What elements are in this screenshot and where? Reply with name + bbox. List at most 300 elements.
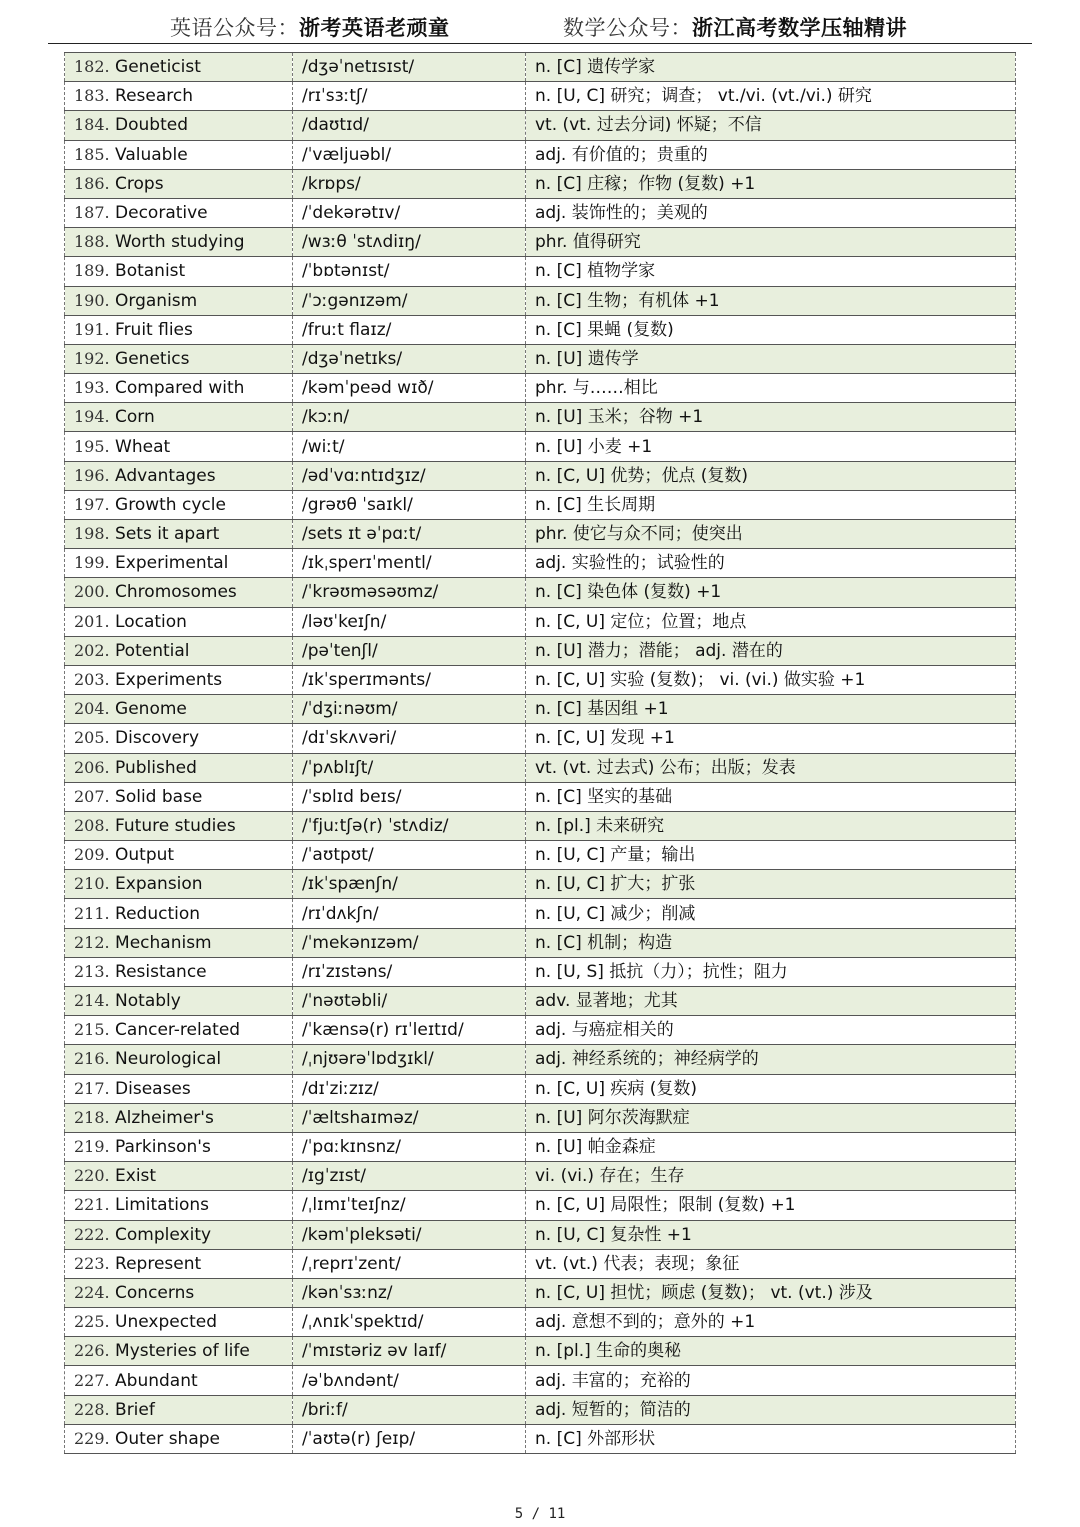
entry-number: 203. <box>74 670 110 690</box>
phonetic-cell: /ɪkˈspænʃn/ <box>293 870 526 899</box>
entry-word: Mysteries of life <box>115 1341 250 1362</box>
meaning-cell: adj. 短暂的；简洁的 <box>526 1395 1016 1424</box>
entry-word: Corn <box>115 407 155 428</box>
entry-number: 205. <box>74 728 110 748</box>
meaning-cell: n. [U, C] 扩大；扩张 <box>526 870 1016 899</box>
entry-number: 186. <box>74 173 110 193</box>
word-cell <box>65 1103 293 1132</box>
meaning-cell: n. [U, C] 研究；调查； vt./vi. (vt./vi.) 研究 <box>526 82 1016 111</box>
word-cell <box>65 928 293 957</box>
phonetic-cell: /ˈnəʊtəbli/ <box>293 987 526 1016</box>
phonetic-cell: /ɪkˈsperɪmənts/ <box>293 665 526 694</box>
table-row <box>65 1103 1016 1132</box>
entry-number: 221. <box>74 1195 110 1215</box>
page-total: 11 <box>548 1506 566 1522</box>
table-row <box>65 899 1016 928</box>
entry-word: Advantages <box>115 465 216 486</box>
entry-number: 224. <box>74 1282 110 1302</box>
entry-word: Worth studying <box>115 232 245 253</box>
phonetic-cell: /ˈmɪstəriz əv laɪf/ <box>293 1337 526 1366</box>
word-cell <box>65 1366 293 1395</box>
meaning-cell: adj. 有价值的；贵重的 <box>526 140 1016 169</box>
table-row <box>65 53 1016 82</box>
entry-number: 220. <box>74 1166 110 1186</box>
entry-word: Fruit flies <box>115 319 193 340</box>
entry-word: Genome <box>115 699 187 720</box>
meaning-cell: n. [C] 植物学家 <box>526 257 1016 286</box>
table-row <box>65 695 1016 724</box>
entry-number: 199. <box>74 553 110 573</box>
entry-number: 209. <box>74 845 110 865</box>
entry-number: 202. <box>74 640 110 660</box>
word-cell <box>65 811 293 840</box>
table-row <box>65 520 1016 549</box>
entry-word: Unexpected <box>115 1312 217 1333</box>
word-cell <box>65 1308 293 1337</box>
word-cell <box>65 724 293 753</box>
meaning-cell: n. [pl.] 生命的奥秘 <box>526 1337 1016 1366</box>
table-row <box>65 169 1016 198</box>
meaning-cell: n. [U, S] 抵抗（力）；抗性；阻力 <box>526 957 1016 986</box>
word-cell <box>65 432 293 461</box>
phonetic-cell: /ləʊˈkeɪʃn/ <box>293 607 526 636</box>
word-cell <box>65 636 293 665</box>
meaning-cell: phr. 使它与众不同；使突出 <box>526 520 1016 549</box>
word-cell <box>65 1424 293 1453</box>
entry-word: Wheat <box>115 436 171 457</box>
table-row <box>65 987 1016 1016</box>
table-row <box>65 928 1016 957</box>
phonetic-cell: /ədˈvɑːntɪdʒɪz/ <box>293 461 526 490</box>
entry-number: 218. <box>74 1107 110 1127</box>
word-cell <box>65 957 293 986</box>
meaning-cell: n. [C, U] 发现 +1 <box>526 724 1016 753</box>
entry-word: Crops <box>115 173 164 194</box>
entry-word: Geneticist <box>115 57 201 78</box>
entry-word: Reduction <box>115 903 201 924</box>
entry-number: 190. <box>74 290 110 310</box>
entry-number: 185. <box>74 144 110 164</box>
meaning-cell: vi. (vi.) 存在；生存 <box>526 1162 1016 1191</box>
table-row <box>65 1220 1016 1249</box>
phonetic-cell: /rɪˈzɪstəns/ <box>293 957 526 986</box>
table-row <box>65 228 1016 257</box>
phonetic-cell: /ˌnjʊərəˈlɒdʒɪkl/ <box>293 1045 526 1074</box>
phonetic-cell: /ɪgˈzɪst/ <box>293 1162 526 1191</box>
entry-number: 225. <box>74 1312 110 1332</box>
phonetic-cell: /kɔːn/ <box>293 403 526 432</box>
page-footer <box>0 1506 1080 1522</box>
table-row <box>65 870 1016 899</box>
entry-word: Concerns <box>115 1282 195 1303</box>
page-separator: / <box>531 1506 540 1522</box>
entry-word: Abundant <box>115 1370 198 1391</box>
meaning-cell: n. [C] 庄稼；作物 (复数) +1 <box>526 169 1016 198</box>
table-row <box>65 111 1016 140</box>
entry-number: 183. <box>74 86 110 106</box>
word-cell <box>65 403 293 432</box>
entry-number: 196. <box>74 465 110 485</box>
table-row <box>65 1045 1016 1074</box>
phonetic-cell: /krɒps/ <box>293 169 526 198</box>
entry-word: Location <box>115 611 187 632</box>
entry-word: Cancer-related <box>115 1020 241 1041</box>
entry-word: Complexity <box>115 1224 212 1245</box>
entry-word: Mechanism <box>115 932 212 953</box>
table-row <box>65 286 1016 315</box>
word-cell <box>65 841 293 870</box>
entry-word: Genetics <box>115 348 190 369</box>
meaning-cell: n. [C] 机制；构造 <box>526 928 1016 957</box>
word-cell <box>65 870 293 899</box>
table-row <box>65 403 1016 432</box>
phonetic-cell: /pəˈtenʃl/ <box>293 636 526 665</box>
meaning-cell: n. [C] 生长周期 <box>526 490 1016 519</box>
entry-word: Represent <box>115 1253 202 1274</box>
word-cell <box>65 461 293 490</box>
phonetic-cell: /kənˈsɜːnz/ <box>293 1278 526 1307</box>
entry-word: Botanist <box>115 261 186 282</box>
word-cell <box>65 1045 293 1074</box>
meaning-cell: n. [U] 潜力；潜能； adj. 潜在的 <box>526 636 1016 665</box>
word-cell <box>65 140 293 169</box>
entry-number: 222. <box>74 1224 110 1244</box>
meaning-cell: n. [U] 小麦 +1 <box>526 432 1016 461</box>
phonetic-cell: /daʊtɪd/ <box>293 111 526 140</box>
word-cell <box>65 695 293 724</box>
word-cell <box>65 374 293 403</box>
entry-number: 213. <box>74 961 110 981</box>
entry-number: 191. <box>74 319 110 339</box>
meaning-cell: adj. 神经系统的；神经病学的 <box>526 1045 1016 1074</box>
phonetic-cell: /ˈkrəʊməsəʊmz/ <box>293 578 526 607</box>
math-account-label: 数学公众号： <box>563 16 692 40</box>
phonetic-cell: /dʒəˈnetɪsɪst/ <box>293 53 526 82</box>
table-row <box>65 315 1016 344</box>
phonetic-cell: /wɜːθ ˈstʌdiɪŋ/ <box>293 228 526 257</box>
table-row <box>65 1366 1016 1395</box>
entry-number: 193. <box>74 378 110 398</box>
entry-number: 184. <box>74 115 110 135</box>
entry-word: Neurological <box>115 1049 222 1070</box>
meaning-cell: phr. 值得研究 <box>526 228 1016 257</box>
entry-number: 223. <box>74 1253 110 1273</box>
entry-number: 207. <box>74 786 110 806</box>
entry-word: Decorative <box>115 203 208 224</box>
table-row <box>65 1191 1016 1220</box>
math-account-name: 浙江高考数学压轴精讲 <box>692 16 907 40</box>
entry-number: 198. <box>74 524 110 544</box>
table-row <box>65 198 1016 227</box>
entry-number: 215. <box>74 1020 110 1040</box>
page-number: 5 <box>514 1506 524 1522</box>
word-cell <box>65 607 293 636</box>
entry-word: Expansion <box>115 874 203 895</box>
meaning-cell: n. [U, C] 减少；削减 <box>526 899 1016 928</box>
table-row <box>65 1249 1016 1278</box>
phonetic-cell: /ˈaʊtpʊt/ <box>293 841 526 870</box>
phonetic-cell: /ˈpɑːkɪnsnz/ <box>293 1132 526 1161</box>
word-cell <box>65 665 293 694</box>
table-row <box>65 841 1016 870</box>
entry-number: 204. <box>74 699 110 719</box>
vocabulary-table <box>64 52 1016 1454</box>
meaning-cell: n. [C, U] 疾病 (复数) <box>526 1074 1016 1103</box>
english-account <box>170 12 450 42</box>
table-row <box>65 753 1016 782</box>
entry-number: 182. <box>74 57 110 77</box>
entry-number: 214. <box>74 991 110 1011</box>
word-cell <box>65 111 293 140</box>
entry-number: 189. <box>74 261 110 281</box>
entry-number: 210. <box>74 874 110 894</box>
word-cell <box>65 1191 293 1220</box>
meaning-cell: n. [C] 遗传学家 <box>526 53 1016 82</box>
table-row <box>65 549 1016 578</box>
meaning-cell: adj. 实验性的；试验性的 <box>526 549 1016 578</box>
entry-word: Experiments <box>115 670 223 691</box>
phonetic-cell: /ˈfjuːtʃə(r) ˈstʌdiz/ <box>293 811 526 840</box>
phonetic-cell: /rɪˈdʌkʃn/ <box>293 899 526 928</box>
entry-word: Valuable <box>115 144 188 165</box>
entry-word: Resistance <box>115 961 207 982</box>
word-cell <box>65 782 293 811</box>
meaning-cell: n. [C, U] 担忧；顾虑 (复数)； vt. (vt.) 涉及 <box>526 1278 1016 1307</box>
phonetic-cell: /ˈdekərətɪv/ <box>293 198 526 227</box>
table-row <box>65 957 1016 986</box>
table-row <box>65 1074 1016 1103</box>
phonetic-cell: /ɪkˌsperɪˈmentl/ <box>293 549 526 578</box>
word-cell <box>65 1220 293 1249</box>
entry-number: 201. <box>74 611 110 631</box>
header-divider <box>48 43 1032 44</box>
meaning-cell: vt. (vt. 过去式) 公布；出版；发表 <box>526 753 1016 782</box>
table-row <box>65 636 1016 665</box>
meaning-cell: n. [U] 阿尔茨海默症 <box>526 1103 1016 1132</box>
table-row <box>65 257 1016 286</box>
meaning-cell: n. [U] 遗传学 <box>526 344 1016 373</box>
entry-word: Organism <box>115 290 198 311</box>
meaning-cell: vt. (vt. 过去分词) 怀疑；不信 <box>526 111 1016 140</box>
entry-word: Future studies <box>115 815 236 836</box>
entry-word: Exist <box>115 1166 157 1187</box>
phonetic-cell: /kəmˈpleksəti/ <box>293 1220 526 1249</box>
entry-word: Compared with <box>115 378 245 399</box>
word-cell <box>65 1016 293 1045</box>
word-cell <box>65 1395 293 1424</box>
phonetic-cell: /ˈdʒiːnəʊm/ <box>293 695 526 724</box>
word-cell <box>65 82 293 111</box>
entry-number: 192. <box>74 348 110 368</box>
entry-word: Experimental <box>115 553 229 574</box>
entry-number: 217. <box>74 1078 110 1098</box>
word-cell <box>65 1278 293 1307</box>
meaning-cell: n. [C, U] 局限性；限制 (复数) +1 <box>526 1191 1016 1220</box>
phonetic-cell: /ˈkænsə(r) rɪˈleɪtɪd/ <box>293 1016 526 1045</box>
entry-number: 228. <box>74 1399 110 1419</box>
meaning-cell: n. [U, C] 复杂性 +1 <box>526 1220 1016 1249</box>
entry-word: Research <box>115 86 194 107</box>
table-row <box>65 1162 1016 1191</box>
entry-word: Discovery <box>115 728 200 749</box>
entry-word: Parkinson's <box>115 1137 211 1158</box>
meaning-cell: n. [C, U] 优势；优点 (复数) <box>526 461 1016 490</box>
phonetic-cell: /fruːt flaɪz/ <box>293 315 526 344</box>
word-cell <box>65 899 293 928</box>
entry-word: Solid base <box>115 786 203 807</box>
meaning-cell: n. [C] 基因组 +1 <box>526 695 1016 724</box>
phonetic-cell: /əˈbʌndənt/ <box>293 1366 526 1395</box>
entry-number: 219. <box>74 1137 110 1157</box>
word-cell <box>65 1074 293 1103</box>
entry-number: 227. <box>74 1370 110 1390</box>
phonetic-cell: /dɪˈskʌvəri/ <box>293 724 526 753</box>
entry-word: Output <box>115 845 175 866</box>
entry-word: Outer shape <box>115 1428 221 1449</box>
entry-number: 187. <box>74 203 110 223</box>
page-header <box>0 0 1080 44</box>
meaning-cell: n. [C] 外部形状 <box>526 1424 1016 1453</box>
table-row <box>65 461 1016 490</box>
table-row <box>65 490 1016 519</box>
entry-word: Diseases <box>115 1078 191 1099</box>
entry-word: Published <box>115 757 197 778</box>
entry-number: 197. <box>74 494 110 514</box>
phonetic-cell: /kəmˈpeəd wɪð/ <box>293 374 526 403</box>
entry-word: Notably <box>115 991 181 1012</box>
word-cell <box>65 1337 293 1366</box>
entry-number: 206. <box>74 757 110 777</box>
table-row <box>65 432 1016 461</box>
word-cell <box>65 286 293 315</box>
phonetic-cell: /sets ɪt əˈpɑːt/ <box>293 520 526 549</box>
table-row <box>65 578 1016 607</box>
meaning-cell: n. [pl.] 未来研究 <box>526 811 1016 840</box>
entry-number: 216. <box>74 1049 110 1069</box>
meaning-cell: n. [U] 帕金森症 <box>526 1132 1016 1161</box>
table-row <box>65 665 1016 694</box>
table-row <box>65 1132 1016 1161</box>
table-row <box>65 1337 1016 1366</box>
word-cell <box>65 1249 293 1278</box>
meaning-cell: adj. 丰富的；充裕的 <box>526 1366 1016 1395</box>
word-cell <box>65 987 293 1016</box>
entry-number: 200. <box>74 582 110 602</box>
table-row <box>65 811 1016 840</box>
table-row <box>65 140 1016 169</box>
phonetic-cell: /rɪˈsɜːtʃ/ <box>293 82 526 111</box>
meaning-cell: adj. 与癌症相关的 <box>526 1016 1016 1045</box>
word-cell <box>65 169 293 198</box>
meaning-cell: adj. 装饰性的；美观的 <box>526 198 1016 227</box>
phonetic-cell: /ˌreprɪˈzent/ <box>293 1249 526 1278</box>
phonetic-cell: /ˈsɒlɪd beɪs/ <box>293 782 526 811</box>
word-cell <box>65 198 293 227</box>
word-cell <box>65 257 293 286</box>
word-cell <box>65 1132 293 1161</box>
phonetic-cell: /briːf/ <box>293 1395 526 1424</box>
word-cell <box>65 344 293 373</box>
entry-word: Brief <box>115 1399 155 1420</box>
word-cell <box>65 228 293 257</box>
meaning-cell: n. [U, C] 产量；输出 <box>526 841 1016 870</box>
entry-word: Alzheimer's <box>115 1107 214 1128</box>
word-cell <box>65 490 293 519</box>
entry-word: Chromosomes <box>115 582 237 603</box>
word-cell <box>65 315 293 344</box>
phonetic-cell: /ˈaʊtə(r) ʃeɪp/ <box>293 1424 526 1453</box>
meaning-cell: n. [C, U] 实验 (复数)； vi. (vi.) 做实验 +1 <box>526 665 1016 694</box>
table-row <box>65 1308 1016 1337</box>
entry-word: Growth cycle <box>115 494 226 515</box>
word-cell <box>65 753 293 782</box>
table-row <box>65 374 1016 403</box>
word-cell <box>65 53 293 82</box>
phonetic-cell: /grəʊθ ˈsaɪkl/ <box>293 490 526 519</box>
word-cell <box>65 1162 293 1191</box>
entry-number: 229. <box>74 1428 110 1448</box>
table-row <box>65 724 1016 753</box>
entry-number: 211. <box>74 903 110 923</box>
phonetic-cell: /ˈæltshaɪməz/ <box>293 1103 526 1132</box>
meaning-cell: n. [C] 坚实的基础 <box>526 782 1016 811</box>
word-cell <box>65 549 293 578</box>
word-cell <box>65 520 293 549</box>
table-row <box>65 82 1016 111</box>
vocabulary-table-body <box>65 53 1016 1454</box>
entry-number: 208. <box>74 815 110 835</box>
meaning-cell: phr. 与……相比 <box>526 374 1016 403</box>
entry-word: Limitations <box>115 1195 210 1216</box>
entry-number: 194. <box>74 407 110 427</box>
table-row <box>65 1424 1016 1453</box>
table-row <box>65 782 1016 811</box>
english-account-name: 浙考英语老顽童 <box>299 16 450 40</box>
table-row <box>65 607 1016 636</box>
math-account <box>563 12 907 42</box>
table-row <box>65 344 1016 373</box>
meaning-cell: n. [C] 生物；有机体 +1 <box>526 286 1016 315</box>
table-row <box>65 1395 1016 1424</box>
phonetic-cell: /ˈɔːgənɪzəm/ <box>293 286 526 315</box>
meaning-cell: adv. 显著地；尤其 <box>526 987 1016 1016</box>
table-row <box>65 1016 1016 1045</box>
word-cell <box>65 578 293 607</box>
meaning-cell: adj. 意想不到的；意外的 +1 <box>526 1308 1016 1337</box>
phonetic-cell: /dɪˈziːzɪz/ <box>293 1074 526 1103</box>
phonetic-cell: /dʒəˈnetɪks/ <box>293 344 526 373</box>
phonetic-cell: /ˈpʌblɪʃt/ <box>293 753 526 782</box>
meaning-cell: vt. (vt.) 代表；表现；象征 <box>526 1249 1016 1278</box>
entry-word: Doubted <box>115 115 189 136</box>
phonetic-cell: /ˈvæljuəbl/ <box>293 140 526 169</box>
meaning-cell: n. [U] 玉米；谷物 +1 <box>526 403 1016 432</box>
phonetic-cell: /ˈbɒtənɪst/ <box>293 257 526 286</box>
meaning-cell: n. [C] 果蝇 (复数) <box>526 315 1016 344</box>
table-row <box>65 1278 1016 1307</box>
entry-number: 212. <box>74 932 110 952</box>
phonetic-cell: /ˌlɪmɪˈteɪʃnz/ <box>293 1191 526 1220</box>
entry-word: Potential <box>115 640 190 661</box>
entry-number: 226. <box>74 1341 110 1361</box>
english-account-label: 英语公众号： <box>170 16 299 40</box>
entry-number: 188. <box>74 232 110 252</box>
phonetic-cell: /wiːt/ <box>293 432 526 461</box>
meaning-cell: n. [C, U] 定位；位置；地点 <box>526 607 1016 636</box>
phonetic-cell: /ˈmekənɪzəm/ <box>293 928 526 957</box>
entry-number: 195. <box>74 436 110 456</box>
meaning-cell: n. [C] 染色体 (复数) +1 <box>526 578 1016 607</box>
